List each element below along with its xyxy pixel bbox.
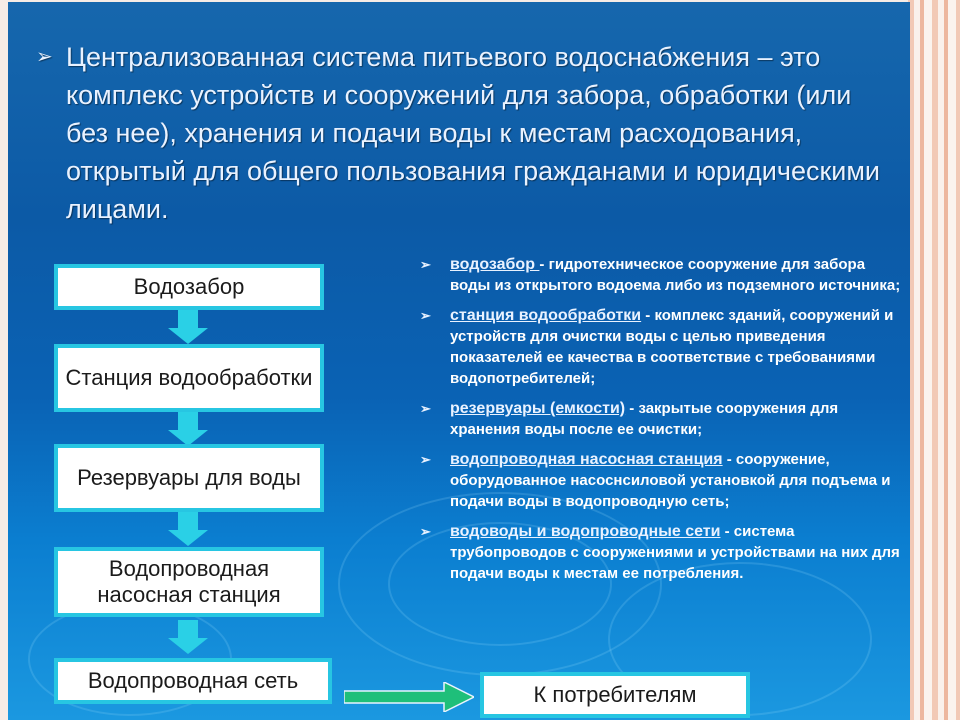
flow-box-pumping-station [54, 547, 324, 617]
flow-box-water-intake [54, 264, 324, 310]
arrow-bullet-icon: ➢ [420, 401, 431, 416]
flow-box-reservoirs [54, 444, 324, 512]
definition-item [416, 398, 906, 440]
definition-text: - закрытые сооружения для хранения воды после ее очистки; [450, 400, 839, 438]
arrow-bullet-icon: ➢ [420, 257, 431, 272]
flow-box-label: Станция водообработки [65, 365, 313, 390]
definition-term: водозабор [450, 256, 540, 273]
arrow-down-icon [168, 412, 208, 446]
definitions-list [416, 254, 906, 593]
decorative-side-stripes [908, 0, 960, 720]
arrow-bullet-icon: ➢ [36, 46, 53, 68]
definition-item [416, 254, 906, 296]
flow-box-water-network [54, 658, 332, 704]
flow-box-label: Резервуары для воды [77, 465, 301, 490]
definition-text: - система трубопроводов с сооружениями и устройствами на них для подачи воды к местам ее потребления. [450, 523, 900, 582]
definition-term: водоводы и водопроводные сети [450, 523, 721, 540]
definition-text: - сооружение, оборудованное насоснсиловой установкой для подъема и подачи воды в водопроводную сеть; [450, 451, 891, 510]
main-definition [36, 38, 886, 228]
definition-term: станция водообработки [450, 307, 642, 324]
arrow-down-icon [168, 310, 208, 344]
definition-text: - комплекс зданий, сооружений и устройств для очистки воды с целью приведения показателей ее качества в соответствие с требованиями водопотребителей; [450, 307, 894, 387]
arrow-right-icon [344, 682, 474, 712]
main-definition-text: Централизованная система питьевого водоснабжения – это комплекс устройств и сооружений для забора, обработки (или без нее), хранения и подачи воды к местам расходования, открытый для общего пользования гражданами и юридическими лицами. [66, 42, 880, 224]
arrow-down-icon [168, 620, 208, 654]
definition-text: - гидротехническое сооружение для забора воды из открытого водоема либо из подземного источника; [450, 256, 901, 294]
flow-box-label: К потребителям [533, 682, 697, 707]
definition-item [416, 521, 906, 584]
flow-box-label: Водопроводная насосная станция [97, 556, 281, 607]
flow-box-treatment-station [54, 344, 324, 412]
arrow-down-icon [168, 512, 208, 546]
definition-term: водопроводная насосная станция [450, 451, 723, 468]
arrow-bullet-icon: ➢ [420, 524, 431, 539]
arrow-bullet-icon: ➢ [420, 308, 431, 323]
definition-item [416, 449, 906, 512]
flow-box-label: Водопроводная сеть [87, 668, 299, 693]
flow-box-label: Водозабор [133, 274, 245, 299]
definition-term: резервуары (емкости) [450, 400, 626, 417]
flow-box-consumers [480, 672, 750, 718]
slide [8, 2, 910, 720]
definition-item [416, 305, 906, 389]
arrow-bullet-icon: ➢ [420, 452, 431, 467]
